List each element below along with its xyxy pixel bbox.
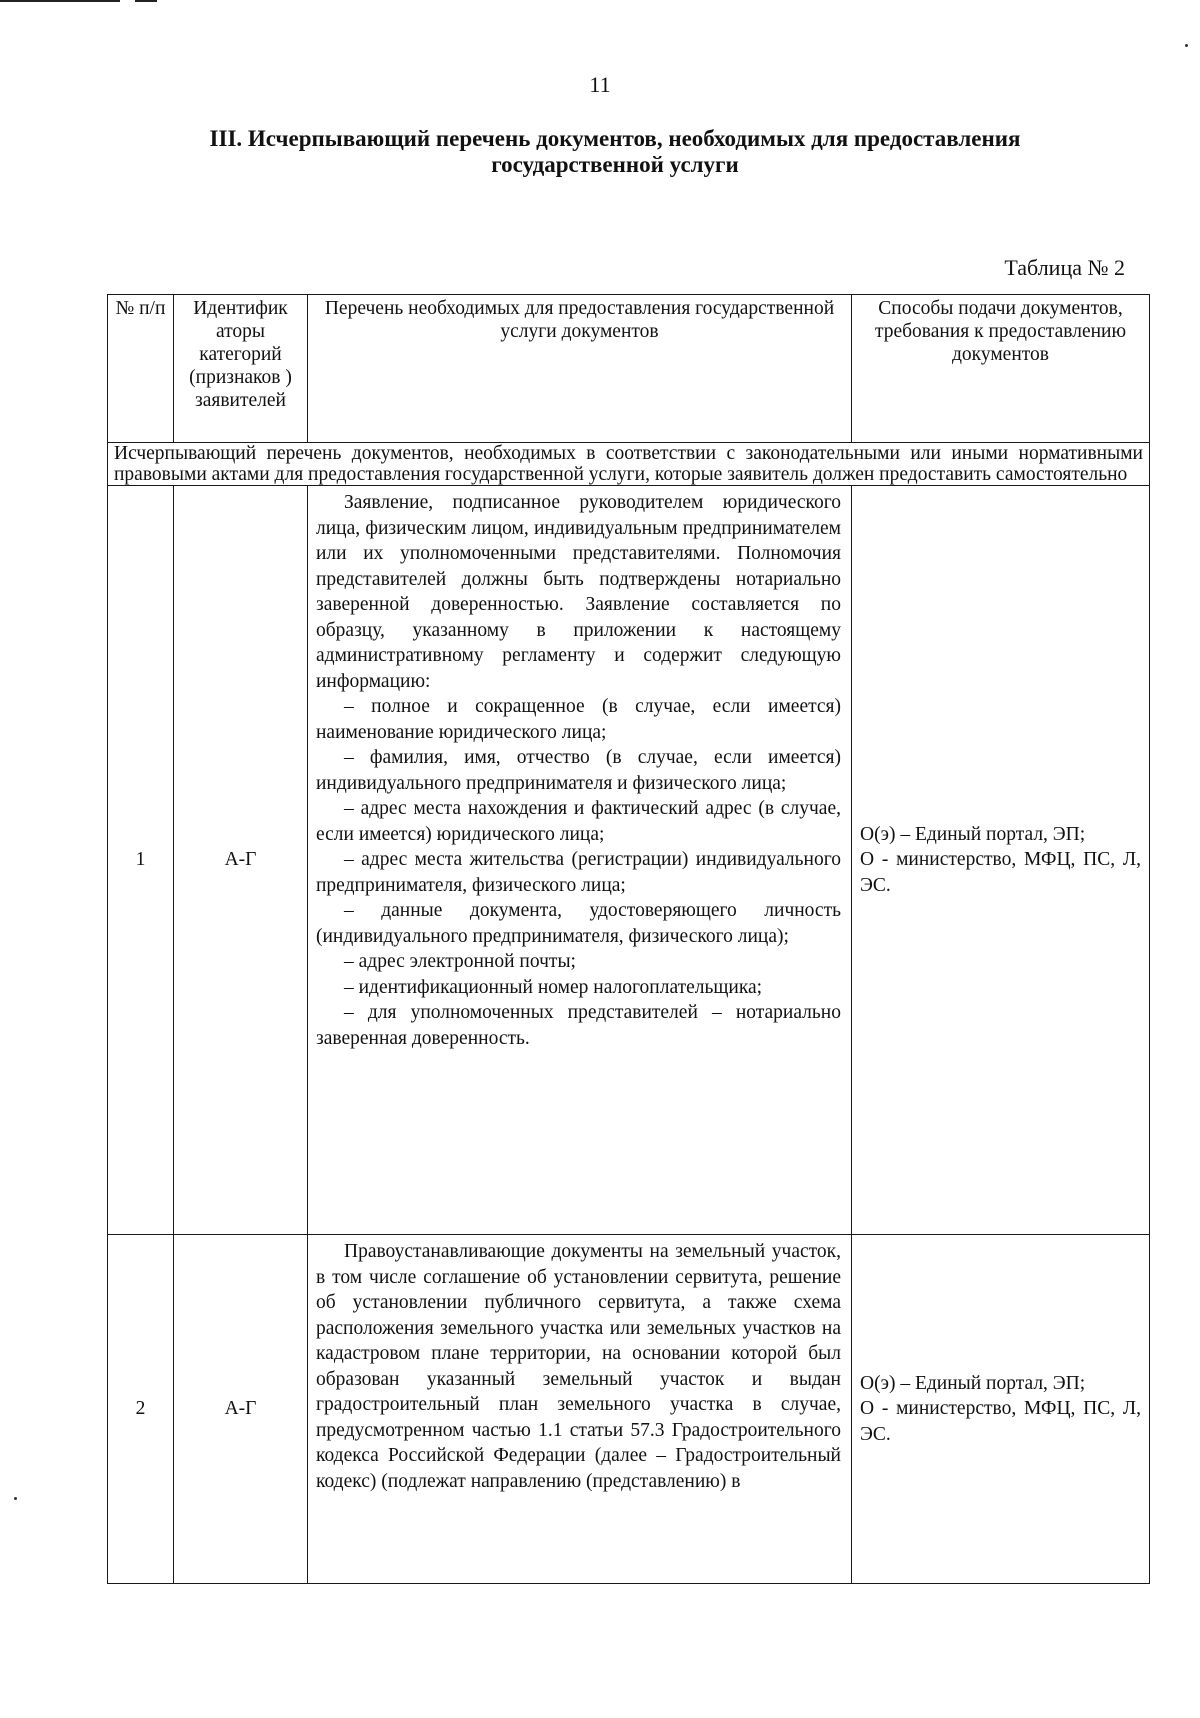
- row-number: 2: [108, 1235, 174, 1584]
- section-title-line-1: III. Исчерпывающий перечень документов, необходимых для предоставления: [209, 126, 1021, 151]
- document-list-item: – адрес электронной почты;: [344, 951, 576, 972]
- page-number: 11: [589, 72, 611, 97]
- header-documents: Перечень необходимых для предоставления государственной услуги документов: [308, 295, 852, 443]
- header-identifiers: Идентифик аторы категорий (признаков ) заявителей: [174, 295, 308, 443]
- document-list-item: – идентификационный номер налогоплательщика;: [344, 976, 763, 998]
- document-list-item: – данные документа, удостоверяющего личность (индивидуального предпринимателя, физического лица);: [316, 900, 841, 947]
- method-line: О - министерство, МФЦ, ПС, Л, ЭС.: [860, 849, 1141, 896]
- document-paragraph: Заявление, подписанное руководителем юридического лица, физическим лицом, индивидуальным предпринимателем или их уполномоченными представителями. Полномочия представителей должны быть подтверждены нотариально заверенной доверенностью. Заявление составляется по образцу, указанному в приложении к настоящему административному регламенту и содержит следующую информацию:: [316, 492, 841, 692]
- method-line: О(э) – Единый портал, ЭП;: [860, 1372, 1086, 1394]
- row-methods: [852, 486, 1150, 1235]
- method-line: О - министерство, МФЦ, ПС, Л, ЭС.: [860, 1398, 1141, 1445]
- section-title-line-2: государственной услуги: [491, 152, 739, 177]
- section-row-text: Исчерпывающий перечень документов, необходимых в соответствии с законодательными или иными нормативными правовыми актами для предоставления государственной услуги, которые заявитель должен предоставить самостоятельно: [108, 443, 1150, 486]
- row-category: А-Г: [174, 1235, 308, 1584]
- table-section-row: [108, 443, 1150, 486]
- document-list-item: – фамилия, имя, отчество (в случае, если имеется) индивидуального предпринимателя и физического лица;: [316, 747, 841, 794]
- documents-table: [107, 294, 1150, 1584]
- header-methods: Способы подачи документов, требования к предоставлению документов: [852, 295, 1150, 443]
- document-list-item: – для уполномоченных представителей – нотариально заверенная доверенность.: [316, 1002, 841, 1049]
- scan-edge-line: [135, 0, 157, 2]
- row-documents: [308, 486, 852, 1235]
- table-label: Таблица № 2: [1004, 255, 1125, 280]
- document-list-item: – адрес места нахождения и фактический адрес (в случае, если имеется) юридического лица;: [316, 798, 841, 845]
- document-list-item: – адрес места жительства (регистрации) индивидуального предпринимателя, физического лица;: [316, 849, 841, 896]
- table-header-row: [108, 295, 1150, 443]
- method-line: О(э) – Единый портал, ЭП;: [860, 823, 1086, 845]
- document-list-item: – полное и сокращенное (в случае, если имеется) наименование юридического лица;: [316, 696, 841, 743]
- section-title: [140, 126, 1090, 178]
- scan-speck: [1185, 44, 1188, 47]
- row-number: 1: [108, 486, 174, 1235]
- scan-edge-line: [0, 0, 120, 2]
- scan-speck: [14, 1497, 17, 1500]
- header-number: № п/п: [108, 295, 174, 443]
- table-row: [108, 486, 1150, 1235]
- row-documents: [308, 1235, 852, 1584]
- table-row: [108, 1235, 1150, 1584]
- row-category: А-Г: [174, 486, 308, 1235]
- row-methods: [852, 1235, 1150, 1584]
- document-paragraph: Правоустанавливающие документы на земельный участок, в том числе соглашение об установлении сервитута, решение об установлении публичного сервитута, а также схема расположения земельного участка или земельных участков на кадастровом плане территории, на основании которой был образован указанный земельный участок и выдан градостроительный план земельного участка в случае, предусмотренном частью 1.1 статьи 57.3 Градостроительного кодекса Российской Федерации (далее – Градостроительный кодекс) (подлежат направлению (представлению) в: [316, 1241, 841, 1492]
